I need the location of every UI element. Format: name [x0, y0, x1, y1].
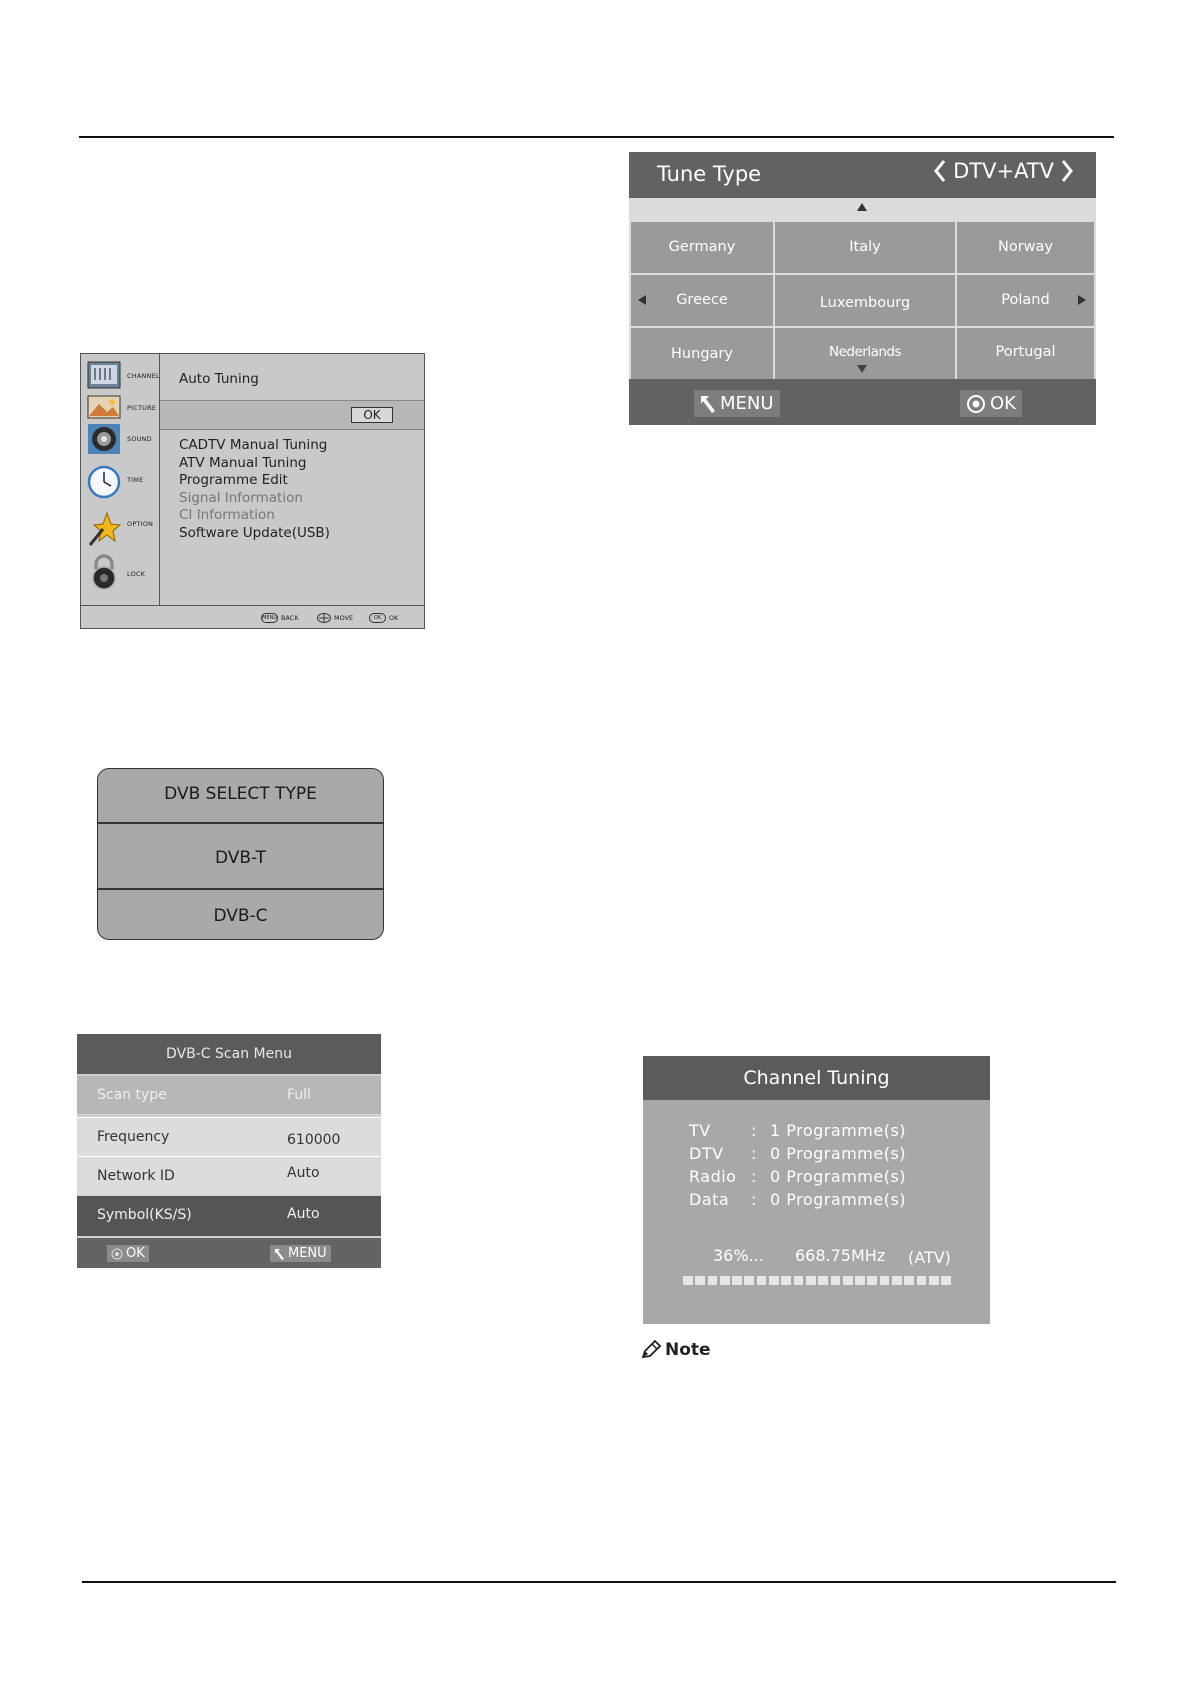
tune-type-value: DTV+ATV	[953, 159, 1054, 183]
menu-item-disabled: Signal Information	[179, 489, 303, 506]
menu-item[interactable]: Programme Edit	[179, 472, 288, 488]
sound-icon	[87, 423, 121, 455]
clock-icon	[87, 460, 121, 500]
menu-item[interactable]: Software Update(USB)	[179, 524, 330, 541]
symbol-label: Symbol(KS/S)	[97, 1207, 192, 1223]
tuning-count: 1 Programme(s)	[770, 1121, 907, 1140]
menu-item[interactable]: ATV Manual Tuning	[179, 454, 307, 471]
sidebar-label: OPTION	[127, 520, 154, 528]
sidebar-item-option[interactable]	[85, 506, 159, 546]
note-label: Note	[665, 1340, 711, 1360]
country-cell[interactable]: Poland	[957, 275, 1094, 326]
tuning-mode: (ATV)	[908, 1248, 951, 1267]
tune-type-title: Tune Type	[657, 162, 762, 186]
lock-icon	[87, 550, 121, 594]
tuning-type: Radio	[689, 1167, 737, 1186]
tuning-type: DTV	[689, 1144, 724, 1163]
menu-key-icon: MENU	[262, 615, 277, 621]
top-rule	[79, 136, 1114, 138]
menu-footer	[81, 605, 424, 628]
ok-button[interactable]	[960, 390, 1022, 417]
ok-label: OK	[126, 1246, 145, 1261]
tuning-sep: :	[751, 1144, 757, 1163]
option-icon	[87, 508, 121, 546]
network-id-value: Auto	[287, 1165, 320, 1181]
tune-type-footer	[629, 379, 1096, 425]
symbol-row[interactable]	[77, 1196, 381, 1236]
dvb-c-option[interactable]: DVB-C	[213, 906, 268, 926]
country-cell[interactable]: Hungary	[631, 328, 773, 380]
frequency-row[interactable]	[77, 1117, 381, 1156]
ok-bar	[160, 401, 424, 430]
tuning-sep: :	[751, 1190, 757, 1209]
sidebar-item-time[interactable]	[85, 462, 159, 502]
scroll-right-icon[interactable]	[1077, 294, 1087, 306]
move-hint-label: MOVE	[334, 614, 354, 622]
symbol-value: Auto	[287, 1206, 320, 1222]
move-icon	[317, 613, 331, 623]
tune-type-panel	[629, 152, 1096, 425]
menu-button[interactable]	[270, 1245, 331, 1262]
frequency-value: 610000	[287, 1132, 341, 1148]
ok-label: OK	[990, 393, 1016, 414]
picture-icon	[87, 392, 121, 424]
note-heading	[640, 1340, 711, 1360]
tune-type-header	[629, 152, 1096, 198]
tuning-count: 0 Programme(s)	[770, 1190, 907, 1209]
dvb-t-option[interactable]: DVB-T	[214, 848, 267, 868]
ok-circle-icon	[966, 394, 986, 414]
ok-circle-icon	[111, 1248, 123, 1260]
scan-type-label: Scan type	[97, 1087, 167, 1103]
tuning-frequency: 668.75MHz	[795, 1246, 886, 1265]
country-cell[interactable]: Germany	[631, 222, 773, 273]
scroll-up-icon[interactable]	[856, 202, 868, 212]
sidebar-label: SOUND	[127, 435, 152, 443]
tuning-type: TV	[689, 1121, 711, 1140]
frequency-label: Frequency	[97, 1129, 170, 1145]
tuning-progress-bar	[683, 1276, 951, 1285]
sidebar-label: LOCK	[127, 570, 146, 578]
bottom-rule	[82, 1581, 1116, 1583]
sidebar-label: PICTURE	[127, 404, 157, 412]
back-hint	[261, 613, 299, 623]
channel-menu-list	[179, 437, 330, 542]
scan-menu-footer	[77, 1238, 381, 1268]
chevron-right-icon[interactable]	[1060, 159, 1074, 183]
tuning-percent: 36%...	[713, 1246, 764, 1265]
sidebar-item-sound[interactable]	[85, 421, 159, 461]
auto-tuning-label: Auto Tuning	[179, 371, 259, 387]
menu-sidebar	[81, 354, 160, 606]
auto-tuning-item[interactable]	[160, 354, 424, 401]
menu-item[interactable]: CADTV Manual Tuning	[179, 437, 328, 453]
ok-hint-label: OK	[389, 614, 399, 622]
sidebar-label: TIME	[127, 476, 144, 484]
country-cell[interactable]: Italy	[775, 222, 955, 273]
move-hint	[317, 613, 353, 623]
tuning-sep: :	[751, 1121, 757, 1140]
channel-icon	[87, 360, 121, 392]
channel-menu-panel	[80, 353, 425, 629]
dvbc-scan-menu	[77, 1034, 381, 1268]
chevron-left-icon[interactable]	[933, 159, 947, 183]
country-cell[interactable]: Greece	[631, 275, 773, 326]
country-cell[interactable]: Luxembourg	[775, 275, 955, 326]
country-cell[interactable]: Nederlands	[775, 328, 955, 380]
country-cell[interactable]: Portugal	[957, 328, 1094, 380]
tuning-count: 0 Programme(s)	[770, 1167, 907, 1186]
network-id-label: Network ID	[97, 1168, 175, 1184]
menu-button[interactable]	[694, 390, 780, 417]
scroll-down-icon[interactable]	[856, 364, 868, 374]
tuning-count: 0 Programme(s)	[770, 1144, 907, 1163]
country-grid	[629, 220, 1096, 380]
scroll-left-icon[interactable]	[637, 294, 647, 306]
channel-tuning-title: Channel Tuning	[643, 1056, 990, 1100]
menu-item-disabled: CI Information	[179, 507, 275, 523]
menu-label: MENU	[720, 393, 774, 414]
scan-menu-title: DVB-C Scan Menu	[77, 1034, 381, 1074]
back-arrow-icon	[700, 395, 716, 413]
divider	[98, 822, 383, 824]
network-id-row[interactable]	[77, 1156, 381, 1195]
divider	[98, 888, 383, 890]
tuning-sep: :	[751, 1167, 757, 1186]
ok-key-icon: OK	[369, 613, 386, 623]
scan-type-value: Full	[287, 1087, 311, 1103]
ok-button[interactable]	[107, 1245, 149, 1262]
back-arrow-icon	[274, 1248, 285, 1260]
sidebar-label: CHANNEL	[127, 372, 160, 380]
pencil-icon	[640, 1340, 662, 1360]
channel-tuning-panel	[643, 1056, 990, 1324]
sidebar-item-lock[interactable]	[85, 556, 159, 596]
scan-type-row[interactable]	[77, 1076, 381, 1114]
dvb-select-title: DVB SELECT TYPE	[164, 784, 317, 804]
tuning-type: Data	[689, 1190, 730, 1209]
back-hint-label: BACK	[281, 614, 299, 622]
ok-hint	[369, 613, 398, 623]
ok-button[interactable]: OK	[351, 407, 393, 423]
dvb-select-dialog	[97, 768, 384, 940]
menu-label: MENU	[288, 1246, 327, 1261]
tune-type-selector[interactable]	[933, 159, 1074, 183]
country-cell[interactable]: Norway	[957, 222, 1094, 273]
